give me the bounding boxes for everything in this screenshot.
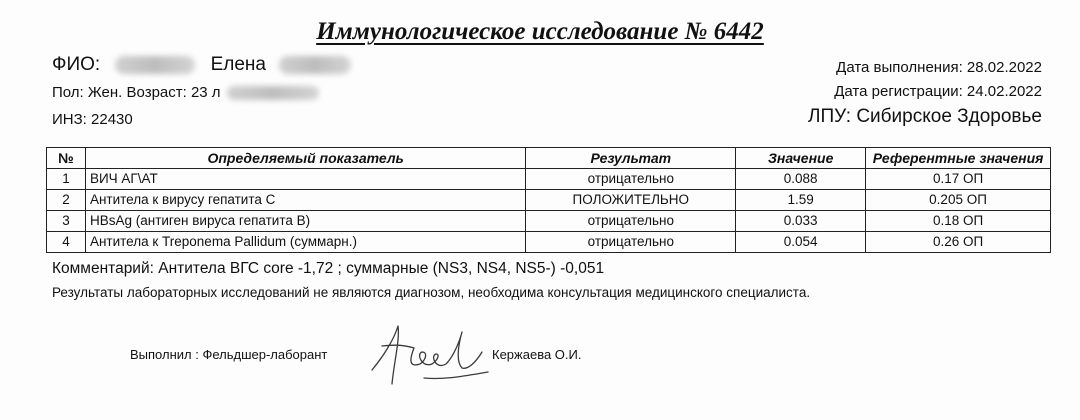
col-header-indicator: Определяемый показатель [85,148,525,169]
row-value: 0.088 [736,169,866,190]
date-done: Дата выполнения: 28.02.2022 [836,59,1042,76]
lpu-label: ЛПУ: Сибирское Здоровье [808,106,1042,127]
col-header-result: Результат [526,148,736,169]
row-num: 2 [47,190,86,211]
row-result: отрицательно [526,232,736,253]
sex-age-line [52,84,319,101]
row-reference: 0.26 ОП [866,232,1051,253]
patient-name-line [52,54,351,76]
table-row [47,232,1051,253]
handwritten-signature [364,318,494,390]
table-row [47,190,1051,211]
row-result: ПОЛОЖИТЕЛЬНО [526,190,736,211]
performer-name: Кержаева О.И. [492,347,582,362]
row-num: 4 [47,232,86,253]
row-reference: 0.205 ОП [866,190,1051,211]
col-header-value: Значение [736,148,866,169]
row-result: отрицательно [526,211,736,232]
date-registered: Дата регистрации: 24.02.2022 [834,83,1042,100]
document-title: Иммунологическое исследование № 6442 [316,18,764,45]
row-value: 0.033 [736,211,866,232]
fio-label: ФИО: [52,54,101,75]
row-indicator: ВИЧ АГ\АТ [85,169,525,190]
row-indicator: Антитела к вирусу гепатита С [85,190,525,211]
patient-first-name: Елена [210,54,266,75]
redacted-surname [115,56,195,74]
row-value: 1.59 [736,190,866,211]
table-row [47,211,1051,232]
inz-label: ИНЗ: 22430 [52,111,133,128]
sex-age-label: Пол: Жен. Возраст: 23 л [52,84,221,101]
row-value: 0.054 [736,232,866,253]
table-header-row [47,148,1051,169]
results-table [46,147,1051,253]
row-indicator: HBsAg (антиген вируса гепатита В) [85,211,525,232]
row-num: 3 [47,211,86,232]
col-header-num: № [47,148,86,169]
performer-label: Выполнил : Фельдшер-лаборант [130,347,328,362]
disclaimer-line: Результаты лабораторных исследований не являются диагнозом, необходима консультация медицинского специалиста. [52,285,811,300]
col-header-reference: Референтные значения [866,148,1051,169]
table-row [47,169,1051,190]
row-reference: 0.18 ОП [866,211,1051,232]
row-reference: 0.17 ОП [866,169,1051,190]
comment-line: Комментарий: Антитела ВГС core -1,72 ; суммарные (NS3, NS4, NS5-) -0,051 [52,260,605,277]
row-indicator: Антитела к Treponema Pallidum (суммарн.) [85,232,525,253]
redacted-patronymic [279,56,351,74]
row-num: 1 [47,169,86,190]
row-result: отрицательно [526,169,736,190]
redacted-age [227,86,319,100]
